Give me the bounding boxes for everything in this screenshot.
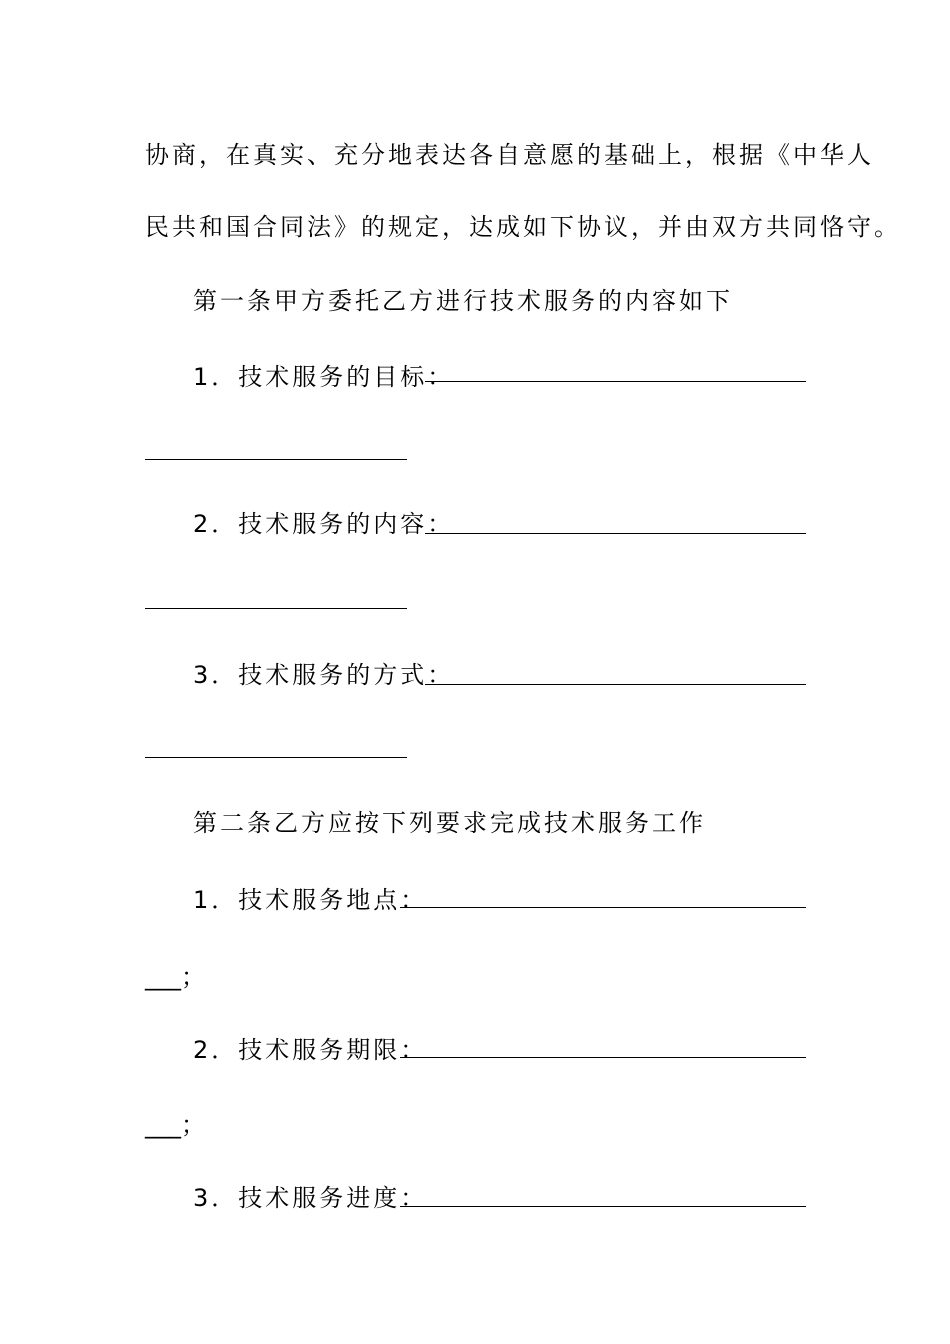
article-2-item-2-blank[interactable] [400,1057,806,1058]
article-1-item-1-blank-continued[interactable] [145,459,407,460]
article-1-item-3-label: 3．技术服务的方式： [193,661,455,689]
article-2-item-1-tail: ___； [145,963,205,991]
article-2-item-2-label: 2．技术服务期限： [193,1036,428,1064]
article-1-heading: 第一条甲方委托乙方进行技术服务的内容如下 [193,287,733,315]
article-2-item-1-blank[interactable] [400,907,806,908]
article-2-item-2-tail: ___； [145,1111,205,1139]
paragraph-line-2: 民共和国合同法》的规定，达成如下协议，并由双方共同恪守。 [145,213,901,241]
article-2-heading: 第二条乙方应按下列要求完成技术服务工作 [193,809,706,837]
article-2-item-1-label: 1．技术服务地点： [193,886,428,914]
article-1-item-2-label: 2．技术服务的内容： [193,510,455,538]
article-1-item-2-blank[interactable] [425,533,806,534]
article-1-item-2-blank-continued[interactable] [145,608,407,609]
paragraph-line-1: 协商，在真实、充分地表达各自意愿的基础上，根据《中华人 [145,141,874,169]
article-2-item-3-blank[interactable] [400,1206,806,1207]
article-1-item-3-blank-continued[interactable] [145,757,407,758]
article-1-item-1-label: 1．技术服务的目标： [193,363,455,391]
article-1-item-1-blank[interactable] [425,381,806,382]
article-2-item-3-label: 3．技术服务进度： [193,1184,428,1212]
article-1-item-3-blank[interactable] [425,684,806,685]
